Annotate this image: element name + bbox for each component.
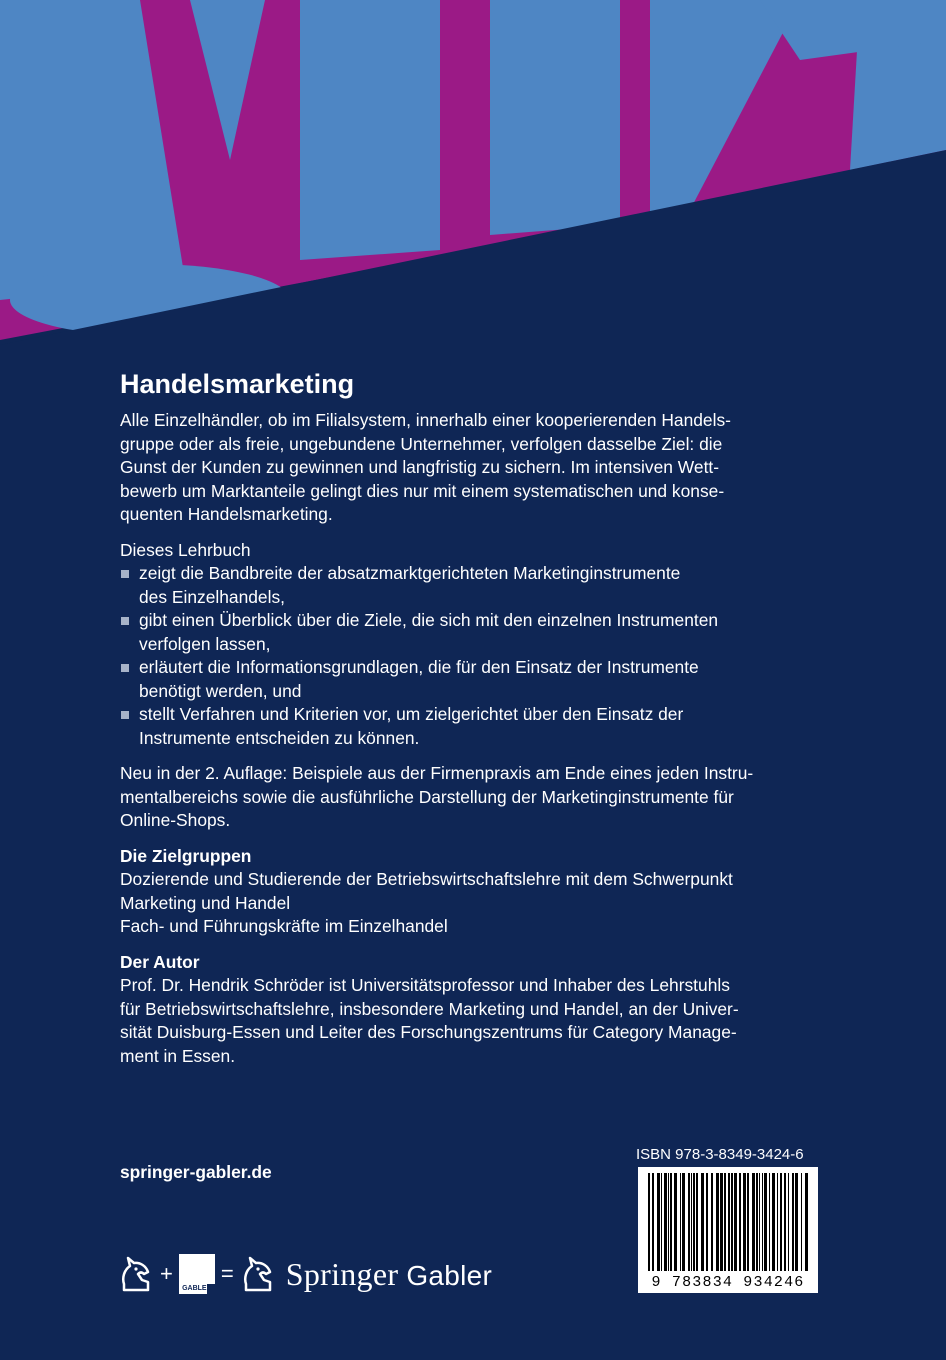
intro-line: bewerb um Marktanteile gelingt dies nur mit einem systematischen und konse- [120,480,725,501]
intro-line: Gunst der Kunden zu gewinnen und langfristig zu sichern. Im intensiven Wett- [120,457,720,477]
springer-horse-icon [118,1254,154,1294]
gabler-logo-icon [179,1254,215,1294]
target-line: Dozierende und Studierende der Betriebswirtschaftslehre mit dem Schwerpunkt [120,869,733,889]
author-section [120,951,820,1069]
feature-line: gibt einen Überblick über die Ziele, die sich mit den einzelnen Instrumenten [139,610,719,630]
brand-gabler: Gabler [406,1259,493,1291]
target-line: Fach- und Führungskräfte im Einzelhandel [120,916,448,936]
feature-line: des Einzelhandels, [139,586,285,607]
feature-item [120,562,820,609]
feature-line: zeigt die Bandbreite der absatzmarktgerichteten Marketinginstrumente [139,563,681,583]
brand-springer: Springer [285,1255,399,1292]
target-line: Marketing und Handel [120,892,291,913]
feature-item [120,703,820,750]
feature-item [120,609,820,656]
new-edition-line: Online-Shops. [120,810,231,830]
intro-paragraph [120,409,820,527]
feature-line: benötigt werden, und [139,680,302,701]
plus-sign: + [160,1261,173,1286]
isbn-label: ISBN 978-3-8349-3424-6 [636,1146,804,1163]
back-cover-text [120,366,820,1080]
feature-line: Instrumente entscheiden zu können. [139,727,420,748]
barcode [638,1167,818,1293]
intro-line: gruppe oder als freie, ungebundene Unternehmer, verfolgen dasselbe Ziel: die [120,433,723,454]
feature-line: verfolgen lassen, [139,633,271,654]
bullet-square-icon [121,617,129,625]
bullet-square-icon [121,664,129,672]
intro-line: quenten Handelsmarketing. [120,504,333,524]
book-title: Handelsmarketing [120,369,355,399]
target-groups-heading: Die Zielgruppen [120,845,252,866]
publisher-logos [118,1248,492,1300]
cover-graphic [0,0,946,360]
intro-line: Alle Einzelhändler, ob im Filialsystem, innerhalb einer kooperierenden Handels- [120,410,731,430]
feature-line: stellt Verfahren und Kriterien vor, um zielgerichtet über den Einsatz der [139,704,684,724]
new-edition-line: mentalbereichs sowie die ausführliche Darstellung der Marketinginstrumente für [120,786,734,807]
springer-gabler-wordmark [286,1256,492,1293]
author-line: ment in Essen. [120,1045,236,1066]
author-heading: Der Autor [120,951,200,972]
target-groups-section [120,845,820,939]
author-line: sität Duisburg-Essen und Leiter des Forschungszentrums für Category Manage- [120,1022,737,1042]
springer-horse-icon [240,1254,276,1294]
author-line: für Betriebswirtschaftslehre, insbesondere Marketing und Handel, an der Univer- [120,998,739,1019]
barcode-digits: 9 783834 934246 [646,1274,810,1291]
feature-lead: Dieses Lehrbuch [120,539,251,560]
feature-item [120,656,820,703]
bullet-square-icon [121,711,129,719]
feature-list [120,562,820,750]
new-edition-line: Neu in der 2. Auflage: Beispiele aus der Firmenpraxis am Ende eines jeden Instru- [120,763,754,783]
equals-sign: = [220,1261,234,1286]
author-line: Prof. Dr. Hendrik Schröder ist Universitätsprofessor und Inhaber des Lehrstuhls [120,975,730,995]
publisher-website: springer-gabler.de [120,1162,272,1182]
gabler-logo-text: GABLER [182,1285,212,1292]
bullet-square-icon [121,570,129,578]
feature-line: erläutert die Informationsgrundlagen, die für den Einsatz der Instrumente [139,657,699,677]
new-edition-paragraph [120,762,820,833]
